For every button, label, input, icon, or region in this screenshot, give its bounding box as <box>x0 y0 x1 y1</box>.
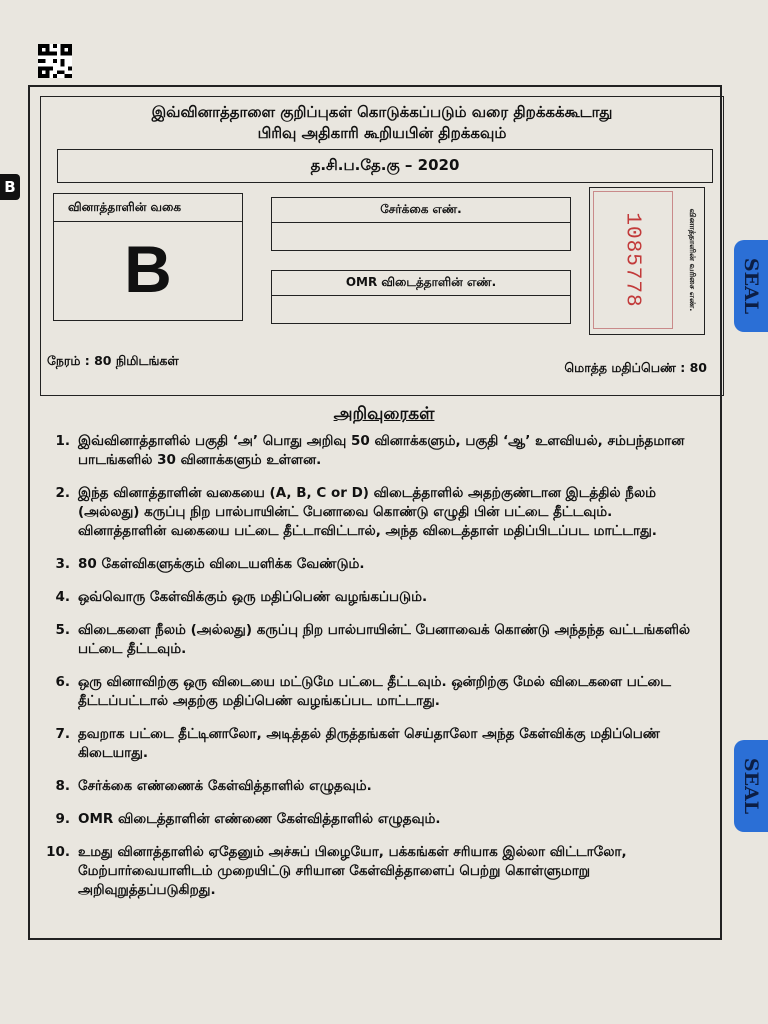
header-line-2: பிரிவு அதிகாரி கூறியபின் திறக்கவும் <box>257 124 507 142</box>
list-item <box>44 725 704 763</box>
item-number: 4. <box>55 589 70 605</box>
qr-code <box>38 44 72 78</box>
seal-tab-top <box>734 240 768 332</box>
omr-number-label: OMR விடைத்தாளின் எண். <box>272 271 570 296</box>
total-marks: மொத்த மதிப்பெண் : 80 <box>564 360 707 375</box>
item-text: இந்த வினாத்தாளின் வகையை (A, B, C or D) விடைத்தாளில் அதற்குண்டான இடத்தில் நீலம் (அல்லது) கருப்பு நிற பால்பாயின்ட் பேனாவை கொண்டு எழுதி பின் பட்டை தீட்டவும். வினாத்தாளின் வகையை பட்டை தீட்டாவிட்டால், அந்த விடைத்தாள் மதிப்பிடப்பட மாட்டாது. <box>78 485 657 539</box>
list-item <box>44 484 704 541</box>
item-number: 7. <box>55 726 70 742</box>
item-text: தவறாக பட்டை தீட்டினாலோ, அடித்தல் திருத்தங்கள் செய்தாலோ அந்த கேள்விக்கு மதிப்பெண் கிடையாது. <box>78 726 660 761</box>
item-number: 5. <box>55 622 70 638</box>
serial-number-caption: வினாத்தாளின் வரிசை எண். <box>688 208 697 312</box>
list-item <box>44 588 704 607</box>
instructions-list <box>44 432 704 914</box>
item-number: 2. <box>55 485 70 501</box>
enrolment-number-field[interactable] <box>272 223 570 251</box>
seal-label: SEAL <box>740 757 762 815</box>
seal-tab-bottom <box>734 740 768 832</box>
serial-number-box <box>589 187 705 335</box>
list-item <box>44 555 704 574</box>
item-number: 8. <box>55 778 70 794</box>
booklet-type-box <box>53 193 243 321</box>
item-text: உமது வினாத்தாளில் ஏதேனும் அச்சுப் பிழையோ, பக்கங்கள் சரியாக இல்லா விட்டாலோ, மேற்பார்வையாளிடம் முறையிட்டு சரியான கேள்வித்தாளைப் பெற்று கொள்ளுமாறு அறிவுறுத்தப்படுகிறது. <box>78 844 627 898</box>
item-text: விடைகளை நீலம் (அல்லது) கருப்பு நிற பால்பாயின்ட் பேனாவைக் கொண்டு அந்தந்த வட்டங்களில் பட்டை தீட்டவும். <box>78 622 691 657</box>
omr-number-field[interactable] <box>272 296 570 324</box>
list-item <box>44 621 704 659</box>
seal-label: SEAL <box>740 257 762 315</box>
enrolment-number-box <box>271 197 571 251</box>
list-item <box>44 673 704 711</box>
list-item <box>44 432 704 470</box>
item-text: ஒவ்வொரு கேள்விக்கும் ஒரு மதிப்பெண் வழங்கப்படும். <box>78 589 428 605</box>
enrolment-number-label: சேர்க்கை எண். <box>272 198 570 223</box>
item-text: 80 கேள்விகளுக்கும் விடையளிக்க வேண்டும். <box>78 556 365 572</box>
booklet-type-value: B <box>124 232 172 306</box>
list-item <box>44 843 704 900</box>
exam-duration: நேரம் : 80 நிமிடங்கள் <box>47 353 179 368</box>
serial-number: 1085778 <box>620 212 644 308</box>
item-number: 1. <box>55 433 70 449</box>
list-item <box>44 777 704 796</box>
instructions-title: அறிவுரைகள் <box>333 404 435 424</box>
item-number: 9. <box>55 811 70 827</box>
item-number: 6. <box>55 674 70 690</box>
item-text: சேர்க்கை எண்ணைக் கேள்வித்தாளில் எழுதவும். <box>78 778 372 794</box>
omr-number-box <box>271 270 571 324</box>
booklet-type-label: வினாத்தாளின் வகை <box>54 194 242 222</box>
item-text: OMR விடைத்தாளின் எண்ணை கேள்வித்தாளில் எழுதவும். <box>78 811 441 827</box>
side-tab: B <box>0 174 20 200</box>
list-item <box>44 810 704 829</box>
item-text: ஒரு வினாவிற்கு ஒரு விடையை மட்டுமே பட்டை தீட்டவும். ஒன்றிற்கு மேல் விடைகளை பட்டை தீட்டப்பட்டால் அதற்கு மதிப்பெண் வழங்கப்பட மாட்டாது. <box>78 674 672 709</box>
item-text: இவ்வினாத்தாளில் பகுதி ‘அ’ பொது அறிவு 50 வினாக்களும், பகுதி ‘ஆ’ உளவியல், சம்பந்தமான பாடங்களில் 30 வினாக்களும் உள்ளன. <box>78 433 685 468</box>
item-number: 10. <box>46 844 70 860</box>
header-box <box>40 96 724 396</box>
header-line-1: இவ்வினாத்தாளை குறிப்புகள் கொடுக்கப்படும் வரை திறக்கக்கூடாது <box>151 103 613 121</box>
exam-title: த.சி.ப.தே.கு – 2020 <box>57 149 713 183</box>
item-number: 3. <box>55 556 70 572</box>
